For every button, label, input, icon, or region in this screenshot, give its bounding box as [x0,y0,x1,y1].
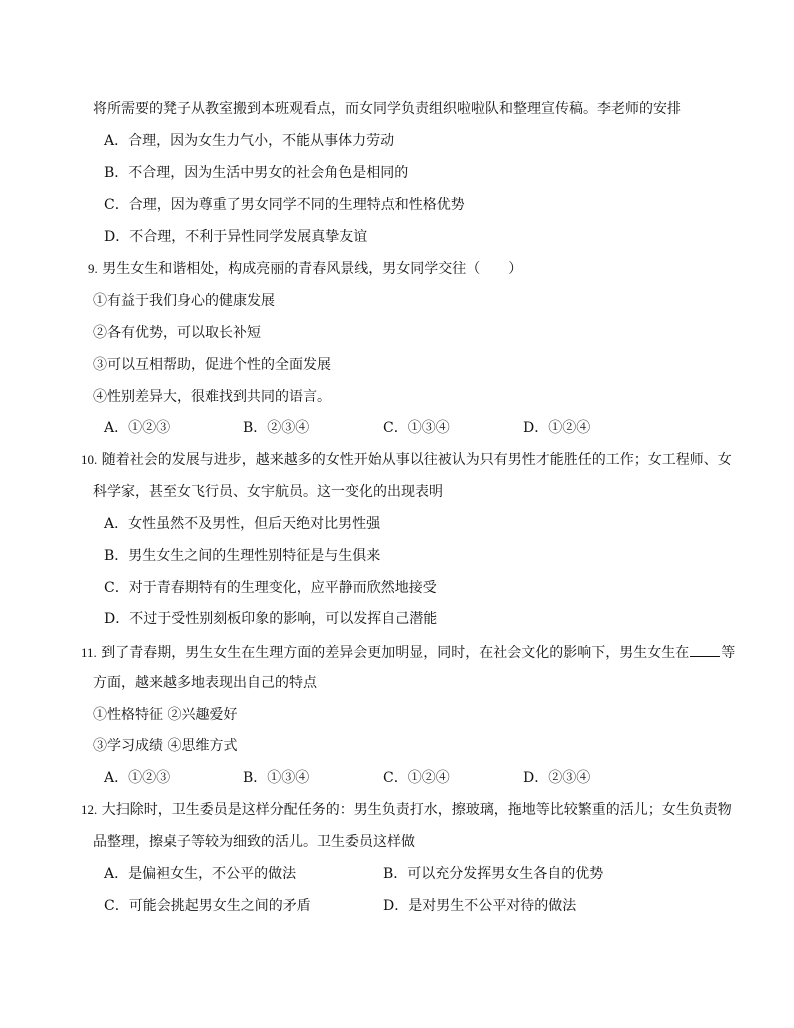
q12-option-a: A．是偏袒女生，不公平的做法 [104,866,297,882]
q9-option-b: B．②③④ [243,420,310,436]
q9-option-c: C．①③④ [383,420,450,436]
q9-stem-line [88,260,522,278]
q10-option-c: C．对于青春期特有的生理变化，应平静而欣然地接受 [104,580,437,596]
q10-stem-line-1 [81,451,732,469]
q9-item-2: ②各有优势，可以取长补短 [93,325,261,341]
q9-item-3: ③可以互相帮助，促进个性的全面发展 [93,357,331,373]
q8-stem-tail: 将所需要的凳子从教室搬到本班观看点，而女同学负责组织啦啦队和整理宣传稿。李老师的安排 [93,101,681,117]
q12-option-c: C．可能会挑起男女生之间的矛盾 [104,898,311,914]
q11-stem-1b: 等 [721,645,736,661]
q11-option-c: C．①②④ [383,770,450,786]
q12-stem-line-1 [81,801,732,819]
q12-stem-1: 大扫除时，卫生委员是这样分配任务的：男生负责打水，擦玻璃，拖地等比较繁重的活儿；女生负责物 [101,802,732,818]
q10-option-a: A．女性虽然不及男性，但后天绝对比男性强 [104,516,381,532]
q8-option-d: D．不合理，不利于异性同学发展真挚友谊 [104,229,368,245]
q10-option-b: B．男生女生之间的生理性别特征是与生俱来 [104,548,381,564]
q12-number: 12. [81,802,98,817]
q12-option-d: D．是对男生不公平对待的做法 [383,898,577,914]
q11-items-line-1: ①性格特征 ②兴趣爱好 [93,707,238,723]
q9-stem: 男生女生和谐相处，构成亮丽的青春风景线，男女同学交往（ ） [102,261,523,277]
q8-option-c: C．合理，因为尊重了男女同学不同的生理特点和性格优势 [104,197,465,213]
q9-number: 9. [88,261,98,276]
q10-number: 10. [81,452,98,467]
q11-option-a: A．①②③ [104,770,171,786]
q12-option-b: B．可以充分发挥男女生各自的优势 [383,866,604,882]
q9-option-a: A．①②③ [104,420,171,436]
q11-answer-blank [690,642,720,657]
q10-stem-1: 随着社会的发展与进步，越来越多的女性开始从事以往被认为只有男性才能胜任的工作；女工程师、女 [101,452,732,468]
q11-option-b: B．①③④ [243,770,310,786]
q12-stem-line-2: 品整理，擦桌子等较为细致的活儿。卫生委员这样做 [93,834,415,850]
q8-option-a: A．合理，因为女生力气小，不能从事体力劳动 [104,133,395,149]
q11-number: 11. [81,645,97,660]
q8-option-b: B．不合理，因为生活中男女的社会角色是相同的 [104,165,409,181]
q9-item-1: ①有益于我们身心的健康发展 [93,293,275,309]
q9-item-4: ④性别差异大，很难找到共同的语言。 [93,389,331,405]
q11-option-d: D．②③④ [523,770,591,786]
q9-option-d: D．①②④ [523,420,591,436]
q10-option-d: D．不过于受性别刻板印象的影响，可以发挥自己潜能 [104,611,438,627]
q10-stem-line-2: 科学家，甚至女飞行员、女宇航员。这一变化的出现表明 [93,484,443,500]
q11-stem-line-1 [81,642,735,662]
q11-items-line-2: ③学习成绩 ④思维方式 [93,738,238,754]
q11-stem-1a: 到了青春期，男生女生在生理方面的差异会更加明显，同时，在社会文化的影响下，男生女生在 [101,645,690,661]
q11-stem-line-2: 方面，越来越多地表现出自己的特点 [93,675,317,691]
